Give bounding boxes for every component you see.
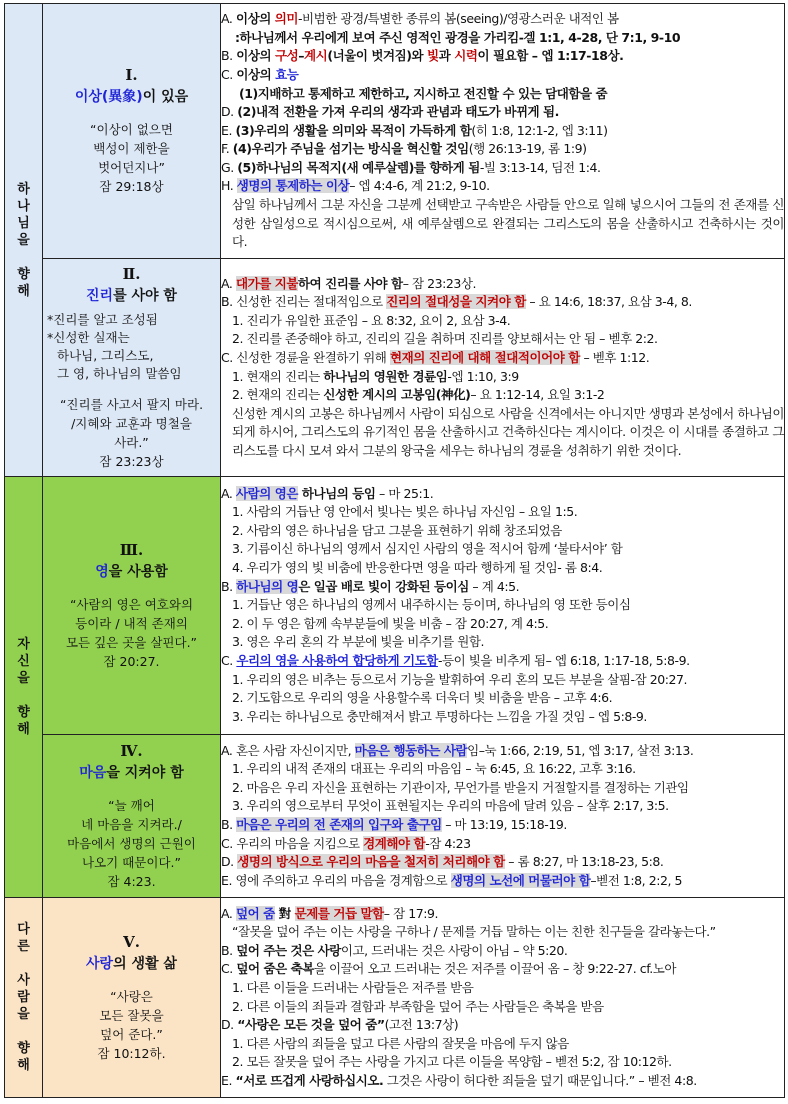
group-label-others: 다 른 사 람 을 향 해 <box>5 898 43 1098</box>
content-line: C. 이상의 효능 <box>221 66 299 82</box>
section-content-truth <box>221 259 785 477</box>
section-summary-truth: Ⅱ. 진리를 사야 함 *진리를 알고 조성됨 *신성한 실재는 하나님, 그리스도, 그 영, 하나님의 말씀임 “진리를 사고서 팔지 마라. /지혜와 교훈과 명철을 사라.” 잠 23:23상 <box>43 259 221 477</box>
section-summary-vision: Ⅰ. 이상(異象)이 있음 “이상이 없으면 백성이 제한을 벗어던지나” 잠 29:18상 <box>43 4 221 259</box>
content-line: 1. 현재의 진리는 하나님의 영원한 경륜임-엡 1:10, 3:9 <box>232 368 519 384</box>
content-line: 1. 우리의 영은 비추는 등으로서 기능을 발휘하여 우리 혼의 모든 부분을 살핌-잠 20:27. <box>232 671 688 687</box>
content-line: C. 우리의 영을 사용하여 합당하게 기도함-등이 빛을 비추게 됨– 엡 6:18, 1:17-18, 5:8-9. <box>221 652 690 668</box>
content-line: D. “사랑은 모든 것을 덮어 줌”(고전 13:7상) <box>221 1017 459 1033</box>
content-line: E. (3)우리의 생활을 의미와 목적이 가득하게 함(히 1:8, 12:1-2, 엡 3:11) <box>221 122 608 138</box>
content-line: 2. 다른 이들의 죄들과 결함과 부족함을 덮어 주는 사람들은 축복을 받음 <box>232 998 604 1014</box>
content-line: (1)지배하고 통제하고 제한하고, 지시하고 전진할 수 있는 담대함을 줌 <box>239 85 608 101</box>
content-line: A. 이상의 의미-비범한 광경/특별한 종류의 봄(seeing)/영광스러운 내적인 봄 <box>221 11 619 27</box>
section-summary-heart: Ⅳ. 마음을 지켜야 함 “늘 깨어 네 마음을 지켜라./ 마음에서 생명의 근원이 나오기 때문이다.” 잠 4:23. <box>43 735 221 898</box>
content-line: B. 마음은 우리의 전 존재의 입구와 출구임 – 마 13:19, 15:18-19. <box>221 817 567 832</box>
content-line: G. (5)하나님의 목적지(새 예루살렘)를 향하게 됨-빌 3:13-14, 딤전 1:4. <box>221 159 601 175</box>
section-quote: “늘 깨어 네 마음을 지켜라./ 마음에서 생명의 근원이 나오기 때문이다.” 잠 4:23. <box>67 797 196 889</box>
content-line: H. 생명의 통제하는 이상– 엡 4:4-6, 계 21:2, 9-10. <box>221 178 490 194</box>
content-line: 1. 사람의 거듭난 영 안에서 빛나는 빛은 하나님 자신임 – 요일 1:5. <box>232 504 578 520</box>
section-content-love <box>221 898 785 1098</box>
section-title: 진리를 사야 함 <box>86 287 177 304</box>
section-quote: “사람의 영은 여호와의 등이라 / 내적 존재의 모든 깊은 곳을 살핀다.” 잠 20:27. <box>65 596 198 669</box>
content-line: 2. 모든 잘못을 덮어 주는 사랑을 가지고 다른 이들을 목양함 – 벧전 5:2, 잠 10:12하. <box>232 1054 672 1070</box>
content-line: D. 생명의 방식으로 우리의 마음을 철저히 처리해야 함 – 롬 8:27, 마 13:18-23, 5:8. <box>221 854 664 870</box>
section-quote: “이상이 없으면 백성이 제한을 벗어던지나” 잠 29:18상 <box>90 122 173 194</box>
content-line: C. 우리의 마음을 지킴으로 경계해야 함-잠 4:23 <box>221 835 471 851</box>
content-line: B. 덮어 주는 것은 사랑이고, 드러내는 것은 사랑이 아님 – 약 5:20. <box>221 942 568 958</box>
section-title: 마음을 지켜야 함 <box>79 764 184 781</box>
section-quote: “사랑은 모든 잘못을 덮어 준다.” 잠 10:12하. <box>97 988 166 1061</box>
content-line: “잘못을 덮어 주는 이는 사랑을 구하나 / 문제를 거듭 말하는 이는 친한 친구들을 갈라놓는다.” <box>232 924 716 940</box>
content-line: C. 신성한 경륜을 완결하기 위해 현재의 진리에 대해 절대적이어야 함 – 벧후 1:12. <box>221 349 650 365</box>
content-line: 2. 진리를 존중해야 하고, 진리의 길을 취하며 진리를 양보해서는 안 됨 – 벧후 2:2. <box>232 331 658 347</box>
content-line: A. 덮어 줌 對 문제를 거듭 말함– 잠 17:9. <box>221 905 439 921</box>
section-title: 이상(異象)이 있음 <box>74 89 189 105</box>
content-line: 2. 마음은 우리 자신을 표현하는 기관이자, 무언가를 받을지 거절할지를 결정하는 기관임 <box>232 779 689 795</box>
content-line: B. 신성한 진리는 절대적임으로 진리의 절대성을 지켜야 함 – 요 14:6, 18:37, 요삼 3-4, 8. <box>221 294 692 310</box>
content-paragraph: 삼일 하나님께서 그분 자신을 그분께 선택받고 구속받은 사람들 안으로 일해 넣으시어 그들의 전 존재를 신성한 삼일성으로 적시심으로써, 새 예루살렘으로 완결되는 그리스도의 몸을 산출하시고 건축하시는 것이다. <box>232 197 784 250</box>
content-line: 2. 기도함으로 우리의 영을 사용할수록 더욱더 빛 비춤을 받음 – 고후 4:6. <box>232 690 613 706</box>
content-line: 2. 이 두 영은 함께 속부분들에 빛을 비춤 – 잠 20:27, 계 4:5. <box>232 615 549 631</box>
content-line: F. (4)우리가 주님을 섬기는 방식을 혁신할 것임(행 26:13-19, 롬 1:9) <box>221 141 587 157</box>
section-row-4 <box>5 735 785 898</box>
content-line: B. 하나님의 영은 일곱 배로 빛이 강화된 등이심 – 계 4:5. <box>221 578 520 594</box>
content-line: 3. 우리는 하나님으로 충만해져서 밝고 투명하다는 느낌을 가질 것임 – 엡 5:8-9. <box>232 708 647 724</box>
content-line: 3. 기름이신 하나님의 영께서 심지인 사람의 영을 적시어 함께 ‘불타서야’ 함 <box>232 541 623 557</box>
section-content-spirit <box>221 477 785 735</box>
content-line: A. 대가를 지불하여 진리를 사야 함– 잠 23:23상. <box>221 275 477 291</box>
content-line: :하나님께서 우리에게 보여 주신 영적인 광경을 가리킴-겔 1:1, 4-28, 단 7:1, 9-10 <box>235 29 681 45</box>
section-row-2 <box>5 259 785 477</box>
content-line: 2. 사람의 영은 하나님을 담고 그분을 표현하기 위해 창조되었음 <box>232 522 562 538</box>
content-line: A. 혼은 사람 자신이지만, 마음은 행동하는 사람임–눅 1:66, 2:19, 51, 엡 3:17, 살전 3:13. <box>221 742 694 758</box>
section-row-3 <box>5 477 785 735</box>
content-line: 4. 우리가 영의 빛 비춤에 반응한다면 영을 따라 행하게 될 것임- 롬 8:4. <box>232 560 603 576</box>
content-line: 1. 다른 사람의 죄들을 덮고 다른 사람의 잘못을 마음에 두지 않음 <box>232 1035 569 1051</box>
section-title: 사랑의 생활 삶 <box>86 955 177 972</box>
section-content-vision <box>221 4 785 259</box>
section-row-1 <box>5 4 785 259</box>
section-summary-love: Ⅴ. 사랑의 생활 삶 “사랑은 모든 잘못을 덮어 준다.” 잠 10:12하. <box>43 898 221 1098</box>
group-label-god: 하 나 님 을 향 해 <box>5 4 43 477</box>
content-line: 3. 영은 우리 혼의 각 부분에 빛을 비추기를 원함. <box>232 634 484 650</box>
content-line: B. 이상의 구성–계시(너울이 벗겨짐)와 빛과 시력이 필요함 – 엡 1:17-18상. <box>221 48 624 64</box>
section-content-heart <box>221 735 785 898</box>
section-row-5 <box>5 898 785 1098</box>
content-line: D. (2)내적 전환을 가져 우리의 생각과 관념과 태도가 바뀌게 됨. <box>221 104 559 120</box>
section-summary-spirit: Ⅲ. 영을 사용함 “사람의 영은 여호와의 등이라 / 내적 존재의 모든 깊은 곳을 살핀다.” 잠 20:27. <box>43 477 221 735</box>
content-line: A. 사람의 영은 하나님의 등임 – 마 25:1. <box>221 485 434 501</box>
study-outline-table <box>4 3 785 1098</box>
group-label-self: 자 신 을 향 해 <box>5 477 43 898</box>
content-paragraph: 신성한 계시의 고봉은 하나님께서 사람이 되심으로 사람을 신격에서는 아니지만 생명과 본성에서 하나님이 되게 하시어, 그리스도의 유기적인 몸을 산출하시고 건축하신다는 계시이다. 이것은 이 시대를 종결하고 그리스도를 다시 모셔 와서 그분의 왕국을 세우는 하나님의 경륜을 성취하기 위한 것이다. <box>232 405 784 458</box>
content-line: 1. 진리가 유일한 표준임 – 요 8:32, 요이 2, 요삼 3-4. <box>232 312 511 328</box>
content-line: C. 덮어 줌은 축복을 이끌어 오고 드러내는 것은 저주를 이끌어 옴 – 창 9:22-27. cf.노아 <box>221 961 677 977</box>
section-title: 영을 사용함 <box>95 563 168 580</box>
content-line: 1. 거듭난 영은 하나님의 영께서 내주하시는 등이며, 하나님의 영 또한 등이심 <box>232 597 631 613</box>
content-line: E. 영에 주의하고 우리의 마음을 경계함으로 생명의 노선에 머물러야 함–벧전 1:8, 2:2, 5 <box>221 872 683 888</box>
content-line: 1. 다른 이들을 드러내는 사람들은 저주를 받음 <box>232 979 474 995</box>
content-line: E. “서로 뜨겁게 사랑하십시오. 그것은 사랑이 허다한 죄들을 덮기 때문입니다.” – 벧전 4:8. <box>221 1072 697 1088</box>
section-notes: *진리를 알고 조성됨 *신성한 실재는 하나님, 그리스도, 그 영, 하나님의 말씀임 <box>47 311 182 381</box>
content-line: 3. 우리의 영으로부터 무엇이 표현될지는 우리의 마음에 달려 있음 – 살후 2:17, 3:5. <box>232 798 669 814</box>
content-line: 2. 현재의 진리는 신성한 계시의 고봉임(神化)– 요 1:12-14, 요일 3:1-2 <box>232 387 605 403</box>
section-quote: “진리를 사고서 팔지 마라. /지혜와 교훈과 명철을 사라.” 잠 23:23상 <box>59 396 204 469</box>
content-line: 1. 우리의 내적 존재의 대표는 우리의 마음임 – 눅 6:45, 요 16:22, 고후 3:16. <box>232 761 636 777</box>
